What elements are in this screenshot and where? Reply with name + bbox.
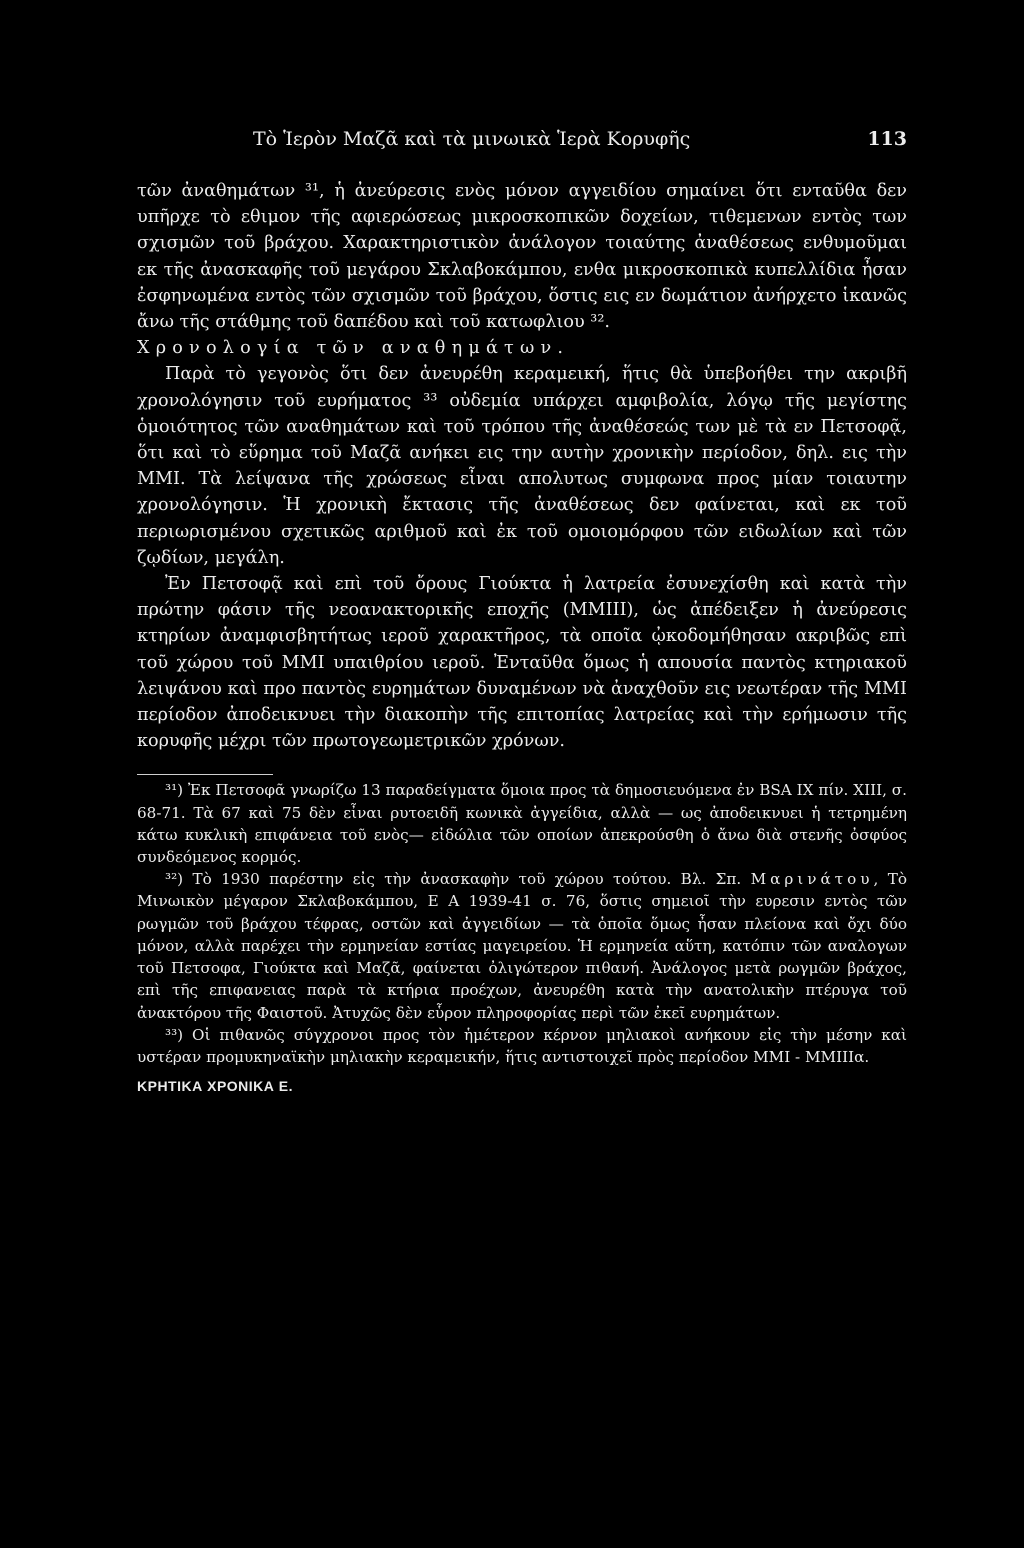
page-header (137, 128, 907, 158)
footnote-32-author: Μαρινάτου (750, 870, 874, 889)
footnote-31: ³¹) Ἐκ Πετσοφᾶ γνωρίζω 13 παραδείγματα ὅμοια προς τὰ δημοσιευόμενα ἐν BSA IX πίν. XIII, σ. 68-71. Τὰ 67 καὶ 75 δὲν εἶναι ρυτοειδῆ κωνικὰ ἀγγείδια, αλλὰ — ως ἀποδεικνυει ἡ τετρημένη κάτω κυκλικὴ επιφάνεια τοῦ ενὸς— εἰδώλια τῶν οποίων ἀπεκρούσθη ὁ ἄνω διὰ στενῆς ὀσφύος συνδεόμενος κορμός. (137, 781, 907, 867)
footnote-32 (137, 868, 907, 1023)
footnote-33: ³³) Οἱ πιθανῶς σύγχρονοι προς τὸν ἡμέτερον κέρνον μηλιακοὶ ανήκουν εἰς τὴν μέσην καὶ υστέραν προμυκηναϊκὴν μηλιακὴν κεραμεικήν, ἥτις αντιστοιχεῖ πρὸς περίοδον ΜΜΙ - ΜΜΙΙΙα. (137, 1025, 907, 1066)
section-heading: Χρονολογία τῶν αναθημάτων. (137, 338, 570, 359)
footnote-32-rest: , Τὸ Μινωικὸν μέγαρον Σκλαβοκάμπου, Ε Α 1939-41 σ. 76, ὅστις σημειοῖ τὴν ευρεσιν εντὸς τῶν ρωγμῶν τοῦ βράχου τέφρας, οστῶν καὶ ἀγγειδίων — τὰ ὁποῖα ὅμως ἦσαν πλείονα καὶ ὄχι δύο μόνον, αλλὰ παρέχει τὴν ερμηνείαν εστίας μαγειρείου. Ἡ ερμηνεία αὕτη, κατόπιν τῶν αναλογων τοῦ Πετσοφα, Γιούκτα καὶ Μαζᾶ, φαίνεται ὀλιγώτερον πιθανή. Ἀνάλογος μετὰ ρωγμῶν βράχος, επὶ τῆς επιφανειας παρὰ τὰ κτήρια προέχων, ἀνευρέθη κατὰ τὴν ανατολικὴν πτέρυγα τοῦ ἀνακτόρου τῆς Φαιστοῦ. Ἀτυχῶς δὲν εὗρον πληροφορίας περὶ τῶν ἐκεῖ ευρημάτων. (137, 870, 907, 1022)
paragraph-1: τῶν ἀναθημάτων ³¹, ἡ ἀνεύρεσις ενὸς μόνον αγγειδίου σημαίνει ὅτι ενταῦθα δεν υπῆρχε τὸ εθιμον τῆς αφιερώσεως μικροσκοπικῶν δοχείων, τιθεμενων εντὸς των σχισμῶν τοῦ βράχου. Χαρακτηριστικὸν ἀνάλογον τοιαύτης ἀναθέσεως ενθυμοῦμαι εκ τῆς ἀνασκαφῆς τοῦ μεγάρου Σκλαβοκάμπου, ενθα μικροσκοπικὰ κυπελλίδια ἦσαν ἐσφηνωμένα εντὸς τῶν σχισμῶν τοῦ βράχου, ὅστις εις εν δωμάτιον ἀνήρχετο ἱκανῶς ἄνω τῆς στάθμης τοῦ δαπέδου καὶ τοῦ κατωφλιου ³². (137, 181, 907, 333)
footnote-divider (137, 774, 273, 775)
page-number: 113 (867, 128, 907, 150)
document-page (137, 128, 907, 1094)
paragraph-3: Ἐν Πετσοφᾷ καὶ επὶ τοῦ ὄρους Γιούκτα ἡ λατρεία ἐσυνεχίσθη καὶ κατὰ τὴν πρώτην φάσιν τῆς νεοανακτορικῆς εποχῆς (ΜΜΙΙΙ), ὡς ἀπέδειξεν ἡ ἀνεύρεσις κτηρίων ἀναμφισβητήτως ιεροῦ χαρακτῆρος, τὰ οποῖα ᾠκοδομήθησαν ακριβῶς επὶ τοῦ χώρου τοῦ ΜΜΙ υπαιθρίου ιεροῦ. Ἐνταῦθα ὅμως ἡ απουσία παντὸς κτηριακοῦ λειψάνου καὶ προ παντὸς ευρημάτων δυναμένων νὰ ἀναχθοῦν εις νεωτέραν τῆς ΜΜΙ περίοδον ἀποδεικνυει τὴν διακοπὴν τῆς επιτοπίας λατρείας καὶ τὴν ερήμωσιν τῆς κορυφῆς μέχρι τῶν πρωτογεωμετρικῶν χρόνων. (137, 574, 907, 752)
paragraph-2: Παρὰ τὸ γεγονὸς ὅτι δεν ἀνευρέθη κεραμεική, ἥτις θὰ ὑπεβοήθει την ακριβῆ χρονολόγησιν τοῦ ευρήματος ³³ οὐδεμία υπάρχει αμφιβολία, λόγῳ τῆς μεγίστης ὁμοιότητος τῶν αναθημάτων καὶ τοῦ τρόπου τῆς ἀναθέσεώς των μὲ τὰ εν Πετσοφᾷ, ὅτι καὶ τὸ εὕρημα τοῦ Μαζᾶ ανήκει εις την αυτὴν χρονικὴν περίοδον, δηλ. εις τὴν ΜΜΙ. Τὰ λείψανα τῆς χρώσεως εἶναι απολυτως συμφωνα προς μίαν τοιαυτην χρονολόγησιν. Ἡ χρονικὴ ἔκτασις τῆς ἀναθέσεως δεν φαίνεται, καὶ εκ τοῦ περιωρισμένου σχετικῶς αριθμοῦ καὶ ἐκ τοῦ ομοιομόρφου τῶν ειδωλίων καὶ τῶν ζῳδίων, μεγάλη. (137, 364, 907, 568)
printer-signature: ΚΡΗΤΙΚΑ ΧΡΟΝΙΚΑ Ε. (137, 1078, 294, 1095)
running-head: Τὸ Ἱερὸν Μαζᾶ καὶ τὰ μινωικὰ Ἱερὰ Κορυφῆς (253, 128, 691, 150)
body-text (137, 178, 907, 754)
footnote-32-start: ³²) Τὸ 1930 παρέστην εἰς τὴν ἀνασκαφὴν τοῦ χώρου τούτου. Βλ. Σπ. (165, 870, 751, 889)
footnotes (137, 779, 907, 1068)
